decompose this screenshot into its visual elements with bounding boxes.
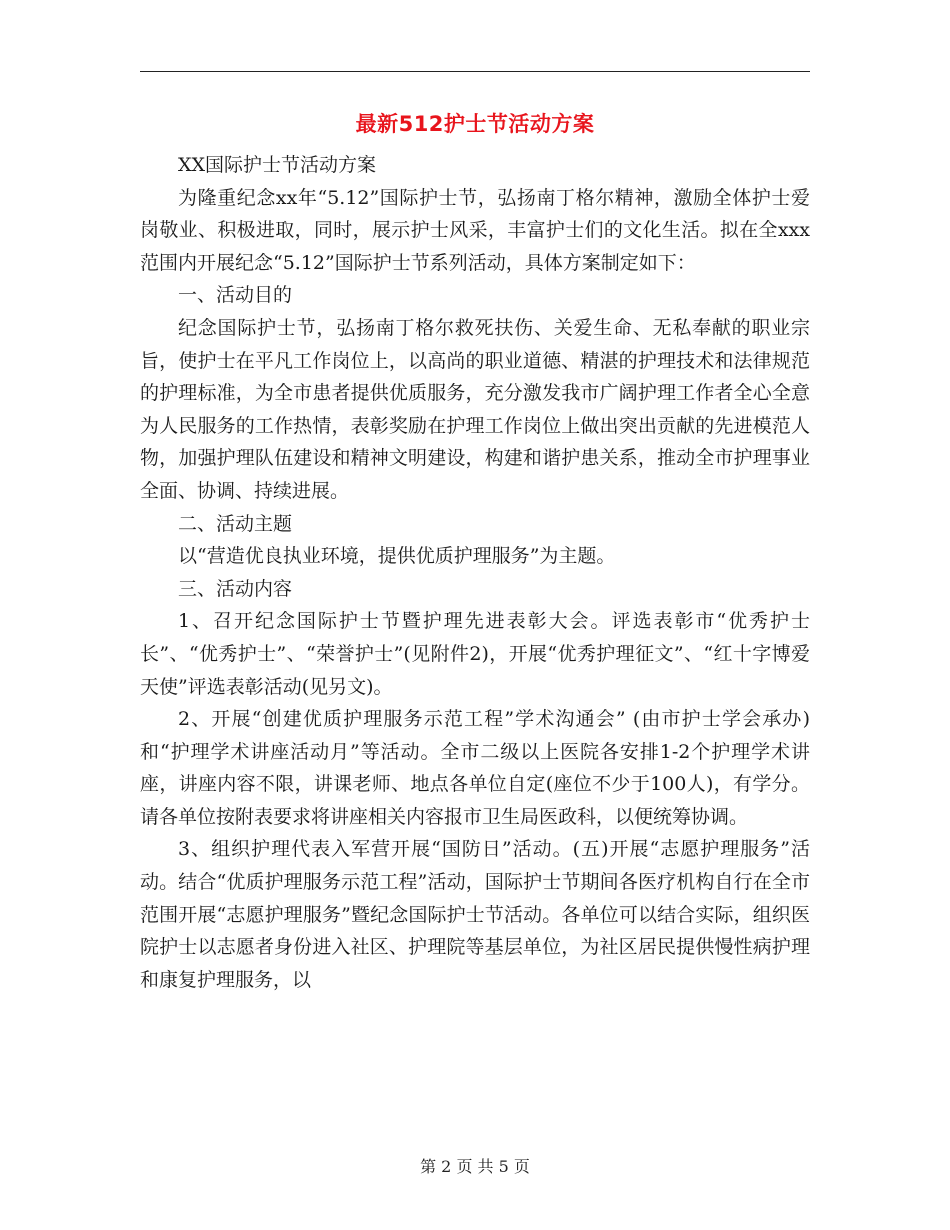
paragraph-purpose: 纪念国际护士节，弘扬南丁格尔救死扶伤、关爱生命、无私奉献的职业宗旨，使护士在平凡工作岗位上，以高尚的职业道德、精湛的护理技术和法律规范的护理标准，为全市患者提供优质服务，充分激发我市广阔护理工作者全心全意为人民服务的工作热情，表彰奖励在护理工作岗位上做出突出贡献的先进模范人物，加强护理队伍建设和精神文明建设，构建和谐护患关系，推动全市护理事业全面、协调、持续进展。 — [140, 316, 810, 502]
paragraph-theme: 以“营造优良执业环境，提供优质护理服务”为主题。 — [178, 545, 616, 568]
paragraph-intro: 为隆重纪念xx年“5.12”国际护士节，弘扬南丁格尔精神，激励全体护士爱岗敬业、积极进取，同时，展示护士风采，丰富护士们的文化生活。拟在全xxx范围内开展纪念“5.12”国际护士节系列活动，具体方案制定如下： — [140, 186, 810, 274]
section-heading-content: 三、活动内容 — [178, 577, 293, 600]
paragraph-content-item-1: 1、召开纪念国际护士节暨护理先进表彰大会。评选表彰市“优秀护士长”、“优秀护士”、“荣誉护士”(见附件2)，开展“优秀护理征文”、“红十字博爱天使”评选表彰活动(见另文)。 — [140, 610, 810, 698]
paragraph-content-item-2: 2、开展“创建优质护理服务示范工程”学术沟通会” (由市护士学会承办)和“护理学术讲座活动月”等活动。全市二级以上医院各安排1-2个护理学术讲座，讲座内容不限，讲课老师、地点各单位自定(座位不少于100人)，有学分。请各单位按附表要求将讲座相关内容报市卫生局医政科，以便统筹协调。 — [140, 708, 810, 828]
paragraph-subtitle: XX国际护士节活动方案 — [178, 154, 377, 176]
page-number-footer: 第 2 页 共 5 页 — [420, 1157, 530, 1176]
document-body — [140, 149, 810, 996]
section-heading-theme: 二、活动主题 — [178, 512, 293, 535]
section-heading-purpose: 一、活动目的 — [178, 284, 293, 307]
header-rule — [140, 71, 810, 72]
paragraph-content-item-3: 3、组织护理代表入军营开展“国防日”活动。(五)开展“志愿护理服务”活动。结合“优质护理服务示范工程”活动，国际护士节期间各医疗机构自行在全市范围开展“志愿护理服务”暨纪念国际护士节活动。各单位可以结合实际，组织医院护士以志愿者身份进入社区、护理院等基层单位，为社区居民提供慢性病护理和康复护理服务，以 — [140, 838, 810, 991]
document-title: 最新512护士节活动方案 — [355, 112, 595, 136]
